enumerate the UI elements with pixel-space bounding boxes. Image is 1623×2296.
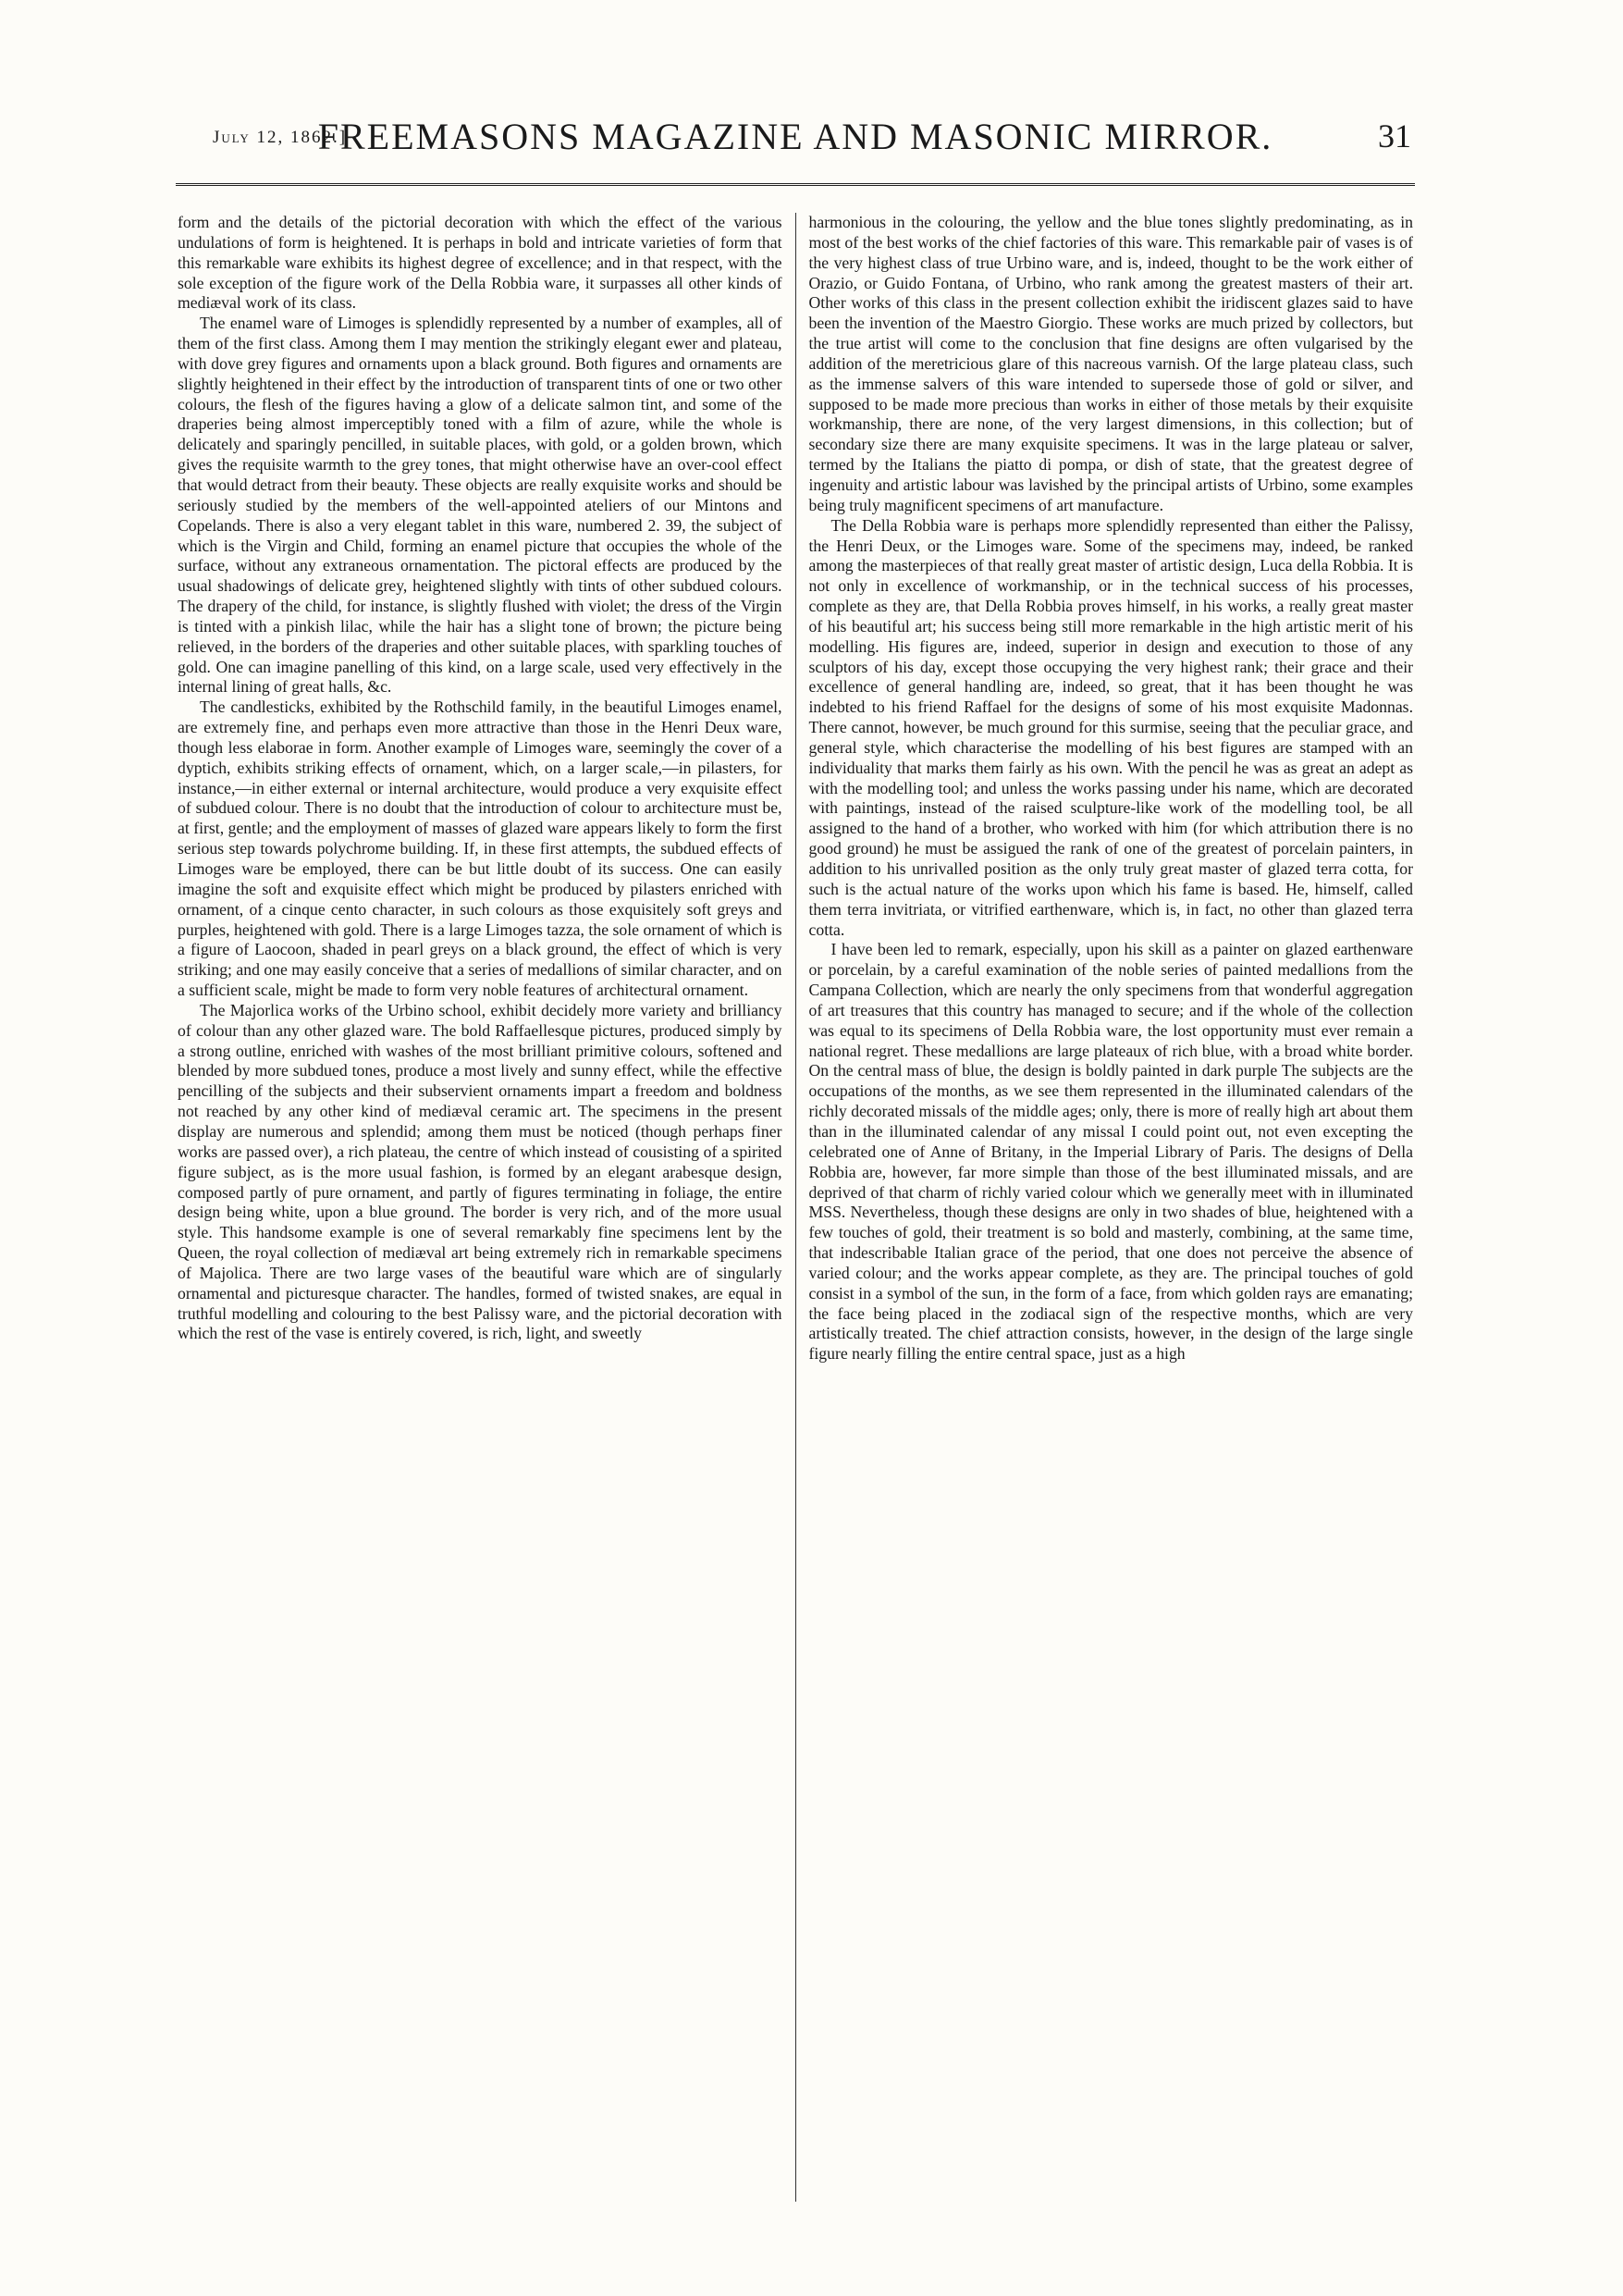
paragraph: form and the details of the pictorial decoration with which the effect of the various undulations of form is heightened. It is perhaps in bold and intricate varieties of form that this remarkable ware exhibits its highest degree of excellence; and in that respect, with the sole exception of the figure work of the Della Robbia ware, it surpasses all other kinds of mediæval work of its class. [178, 213, 782, 313]
column-right [809, 213, 1416, 2202]
paragraph: The Majorlica works of the Urbino school, exhibit decidely more variety and brilliancy of colour than any other glazed ware. The bold Raffaellesque pictures, produced simply by a strong outline, enriched with washes of the most brilliant primitive colours, softened and blended by more subdued tones, produce a most lively and sunny effect, while the effective pencilling of the subjects and their subservient ornaments impart a freedom and boldness not reached by any other kind of mediæval ceramic art. The specimens in the present display are numerous and splendid; among them must be noticed (though perhaps finer works are passed over), a rich plateau, the centre of which instead of cousisting of a spirited figure subject, as is the more usual fashion, is formed by an elegant arabesque design, composed partly of pure ornament, and partly of figures terminating in foliage, the entire design being white, upon a blue ground. The border is very rich, and of the more usual style. This handsome example is one of several remarkably fine specimens lent by the Queen, the royal collection of mediæval art being extremely rich in remarkable specimens of Majolica. There are two large vases of the beautiful ware which are of singularly ornamental and picturesque character. The handles, formed of twisted snakes, are equal in truthful modelling and colouring to the best Palissy ware, and the pictorial decoration with which the rest of the vase is entirely covered, is rich, light, and sweetly [178, 1000, 782, 1343]
column-left [176, 213, 782, 2202]
page-header [176, 102, 1415, 186]
page-number: 31 [1378, 117, 1411, 154]
masthead-title: FREEMASONS MAGAZINE AND MASONIC MIRROR. [317, 116, 1273, 157]
issue-date: July 12, 1862.] [213, 128, 348, 147]
paragraph: The Della Robbia ware is perhaps more splendidly represented than either the Palissy, the Henri Deux, or the Limoges ware. Some of the specimens may, indeed, be ranked among the masterpieces of that really great master of artistic design, Luca della Robbia. It is not only in excellence of workmanship, or in the technical success of his processes, complete as they are, that Della Robbia proves himself, in his works, a really great master of his beautiful art; his success being still more remarkable in the high artistic merit of his modelling. His figures are, indeed, superior in design and execution to those of any sculptors of his day, except those occupying the very highest rank; their grace and their excellence of general handling are, indeed, so great, that it has been thought he was indebted to his friend Raffael for the designs of some of his most exquisite Madonnas. There cannot, however, be much ground for this surmise, seeing that the peculiar grace, and general style, which characterise the modelling of his best figures are stamped with an individuality that marks them fairly as his own. With the pencil he was as great an adept as with the modelling tool; and unless the works passing under his name, which are decorated with paintings, instead of the raised sculpture-like work of the modelling tool, be all assigned to the hand of a brother, who worked with him (for which attribution there is no good ground) he must be assigued the rank of one of the greatest of porcelain painters, in addition to his unrivalled position as the only truly great master of glazed terra cotta, for such is the actual nature of the works upon which his fame is based. He, himself, called them terra invitriata, or vitrified earthenware, which is, in fact, no other than glazed terra cotta. [808, 515, 1413, 939]
text-columns [176, 213, 1415, 2202]
paragraph: harmonious in the colouring, the yellow and the blue tones slightly predominating, as in most of the best works of the chief factories of this ware. This remarkable pair of vases is of the very highest class of true Urbino ware, and is, indeed, thought to be the work either of Orazio, or Guido Fontana, of Urbino, who rank among the greatest masters of their art. Other works of this class in the present collection exhibit the iridiscent glazes said to have been the invention of the Maestro Giorgio. These works are much prized by collectors, but the true artist will come to the conclusion that fine designs are often vulgarised by the addition of the meretricious glare of this nacreous varnish. Of the large plateau class, such as the immense salvers of this ware intended to supersede those of gold or silver, and supposed to be made more precious than works in either of those metals by their exquisite workmanship, there are none, of the very largest dimensions, in this collection; but of secondary size there are many exquisite specimens. It was in the large plateau or salver, termed by the Italians the piatto di pompa, or dish of state, that the greatest degree of ingenuity and artistic labour was lavished by the principal artists of Urbino, some examples being truly magnificent specimens of art manufacture. [808, 213, 1413, 514]
newspaper-page [176, 102, 1415, 2202]
column-divider [795, 213, 796, 2202]
paragraph: I have been led to remark, especially, upon his skill as a painter on glazed earthenware or porcelain, by a careful examination of the noble series of painted medallions from the Campana Collection, which are nearly the only specimens from that wonderful aggregation of art treasures that this country has managed to secure; and if the whole of the collection was equal to its specimens of Della Robbia ware, the lost opportunity must ever remain a national regret. These medallions are large plateaux of rich blue, with a broad white border. On the central mass of blue, the design is boldly painted in dark purple The subjects are the occupations of the months, as we see them represented in the illuminated calendars of the richly decorated missals of the middle ages; only, there is more of really high art about them than in the illuminated calendar of any missal I could point out, not even excepting the celebrated one of Anne of Britany, in the Imperial Library of Paris. The designs of Della Robbia are, however, far more simple than those of the best illuminated missals, and are deprived of that charm of richly varied colour which we generally meet with in illuminated MSS. Nevertheless, though these designs are only in two shades of blue, heightened with a few touches of gold, their treatment is so bold and masterly, combining, at the same time, that indescribable Italian grace of the period, that one does not perceive the absence of varied colour; and the works appear complete, as they are. The principal touches of gold consist in a symbol of the sun, in the form of a face, from which golden rays are emanating; the face being placed in the zodiacal sign of the respective months, which are very artistically treated. The chief attraction consists, however, in the design of the large single figure nearly filling the entire central space, just as a high [808, 940, 1413, 1364]
paragraph: The candlesticks, exhibited by the Rothschild family, in the beautiful Limoges enamel, are extremely fine, and perhaps even more attractive than those in the Henri Deux ware, though less elaborae in form. Another example of Limoges ware, seemingly the cover of a dyptich, exhibits striking effects of ornament, which, on a larger scale,—in pilasters, for instance,—in either external or internal architecture, would produce a very exquisite effect of subdued colour. There is no doubt that the introduction of colour to architecture must be, at first, gentle; and the employment of masses of glazed ware appears likely to form the first serious step towards polychrome building. If, in these first attempts, the subdued effects of Limoges ware be employed, there can be but little doubt of its success. One can easily imagine the soft and exquisite effect which might be produced by pilasters enriched with ornament, of a cinque cento character, in such colours as those exquisitely soft greys and purples, heightened with gold. There is a large Limoges tazza, the sole ornament of which is a figure of Laocoon, shaded in pearl greys on a black ground, the effect of which is very striking; and one may easily conceive that a series of medallions of similar character, and on a sufficient scale, might be made to form very noble features of architectural ornament. [178, 697, 782, 1000]
paragraph: The enamel ware of Limoges is splendidly represented by a number of examples, all of them of the first class. Among them I may mention the strikingly elegant ewer and plateau, with dove grey figures and ornaments upon a black ground. Both figures and ornaments are slightly heightened in their effect by the introduction of transparent tints of one or two other colours, the flesh of the figures having a glow of a delicate salmon tint, and some of the draperies being almost imperceptibly toned with a film of azure, while the whole is delicately and sparingly pencilled, in suitable places, with gold, or a golden brown, which gives the requisite warmth to the grey tones, that might otherwise have an over-cool effect that would detract from their beauty. These objects are really exquisite works and should be seriously studied by the members of the well-appointed ateliers of our Mintons and Copelands. There is also a very elegant tablet in this ware, numbered 2. 39, the subject of which is the Virgin and Child, forming an enamel picture that occupies the whole of the surface, without any extraneous ornamentation. The pictoral effects are produced by the usual shadowings of delicate grey, heightened slightly with tints of other subdued colours. The drapery of the child, for instance, is slightly flushed with violet; the dress of the Virgin is tinted with a pinkish lilac, while the hair has a slight tone of brown; the picture being relieved, in the borders of the draperies and other suitable places, with sparkling touches of gold. One can imagine panelling of this kind, on a large scale, used very effectively in the internal lining of great halls, &c. [178, 314, 782, 697]
